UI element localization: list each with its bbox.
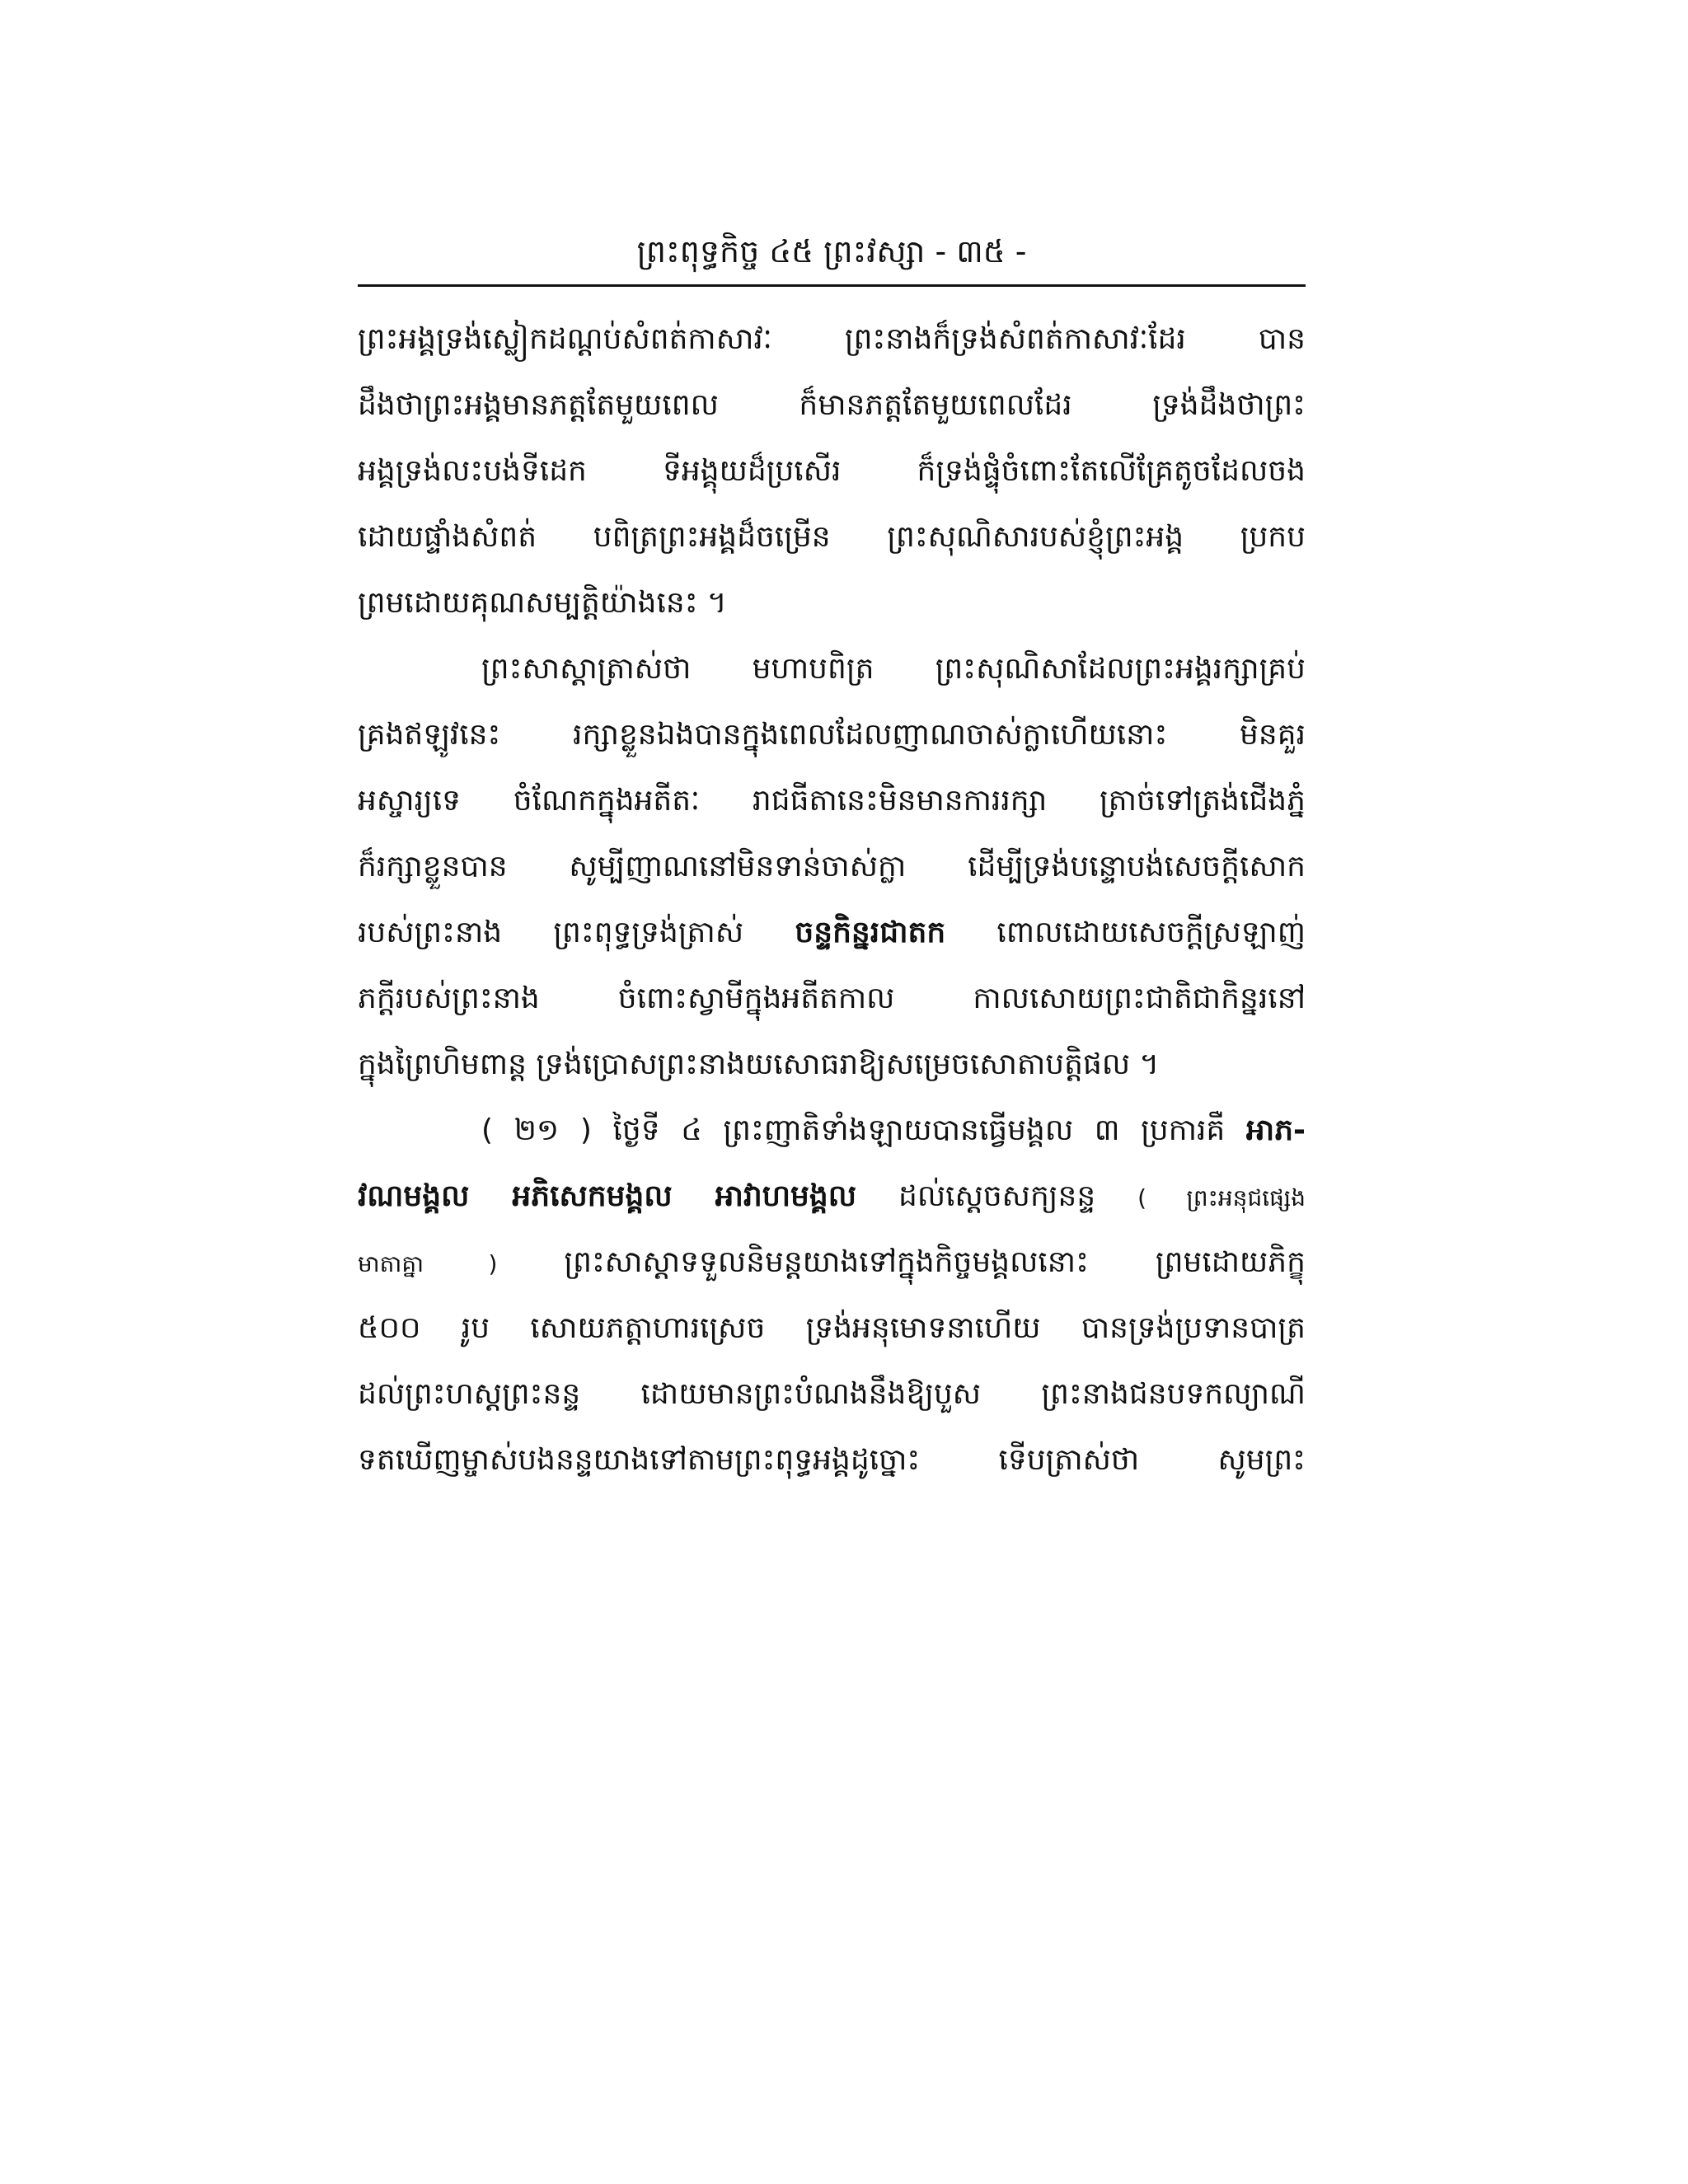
bold-term: អាភ-: [1245, 1113, 1306, 1147]
text-line: [358, 1164, 1306, 1230]
text-line: ព្រះអង្គទ្រង់ស្លៀកដណ្តប់សំពត់កាសាវៈ ព្រះនាងក៏ទ្រង់សំពត់កាសាវៈដែរ បាន: [358, 322, 1306, 356]
text-line: [358, 900, 1306, 966]
text-line: ៥០០ រូប សោយភត្តាហារស្រេច ទ្រង់អនុមោទនាហើយ បានទ្រង់ប្រទានបាត្រ: [358, 1311, 1306, 1345]
text-segment: ដល់ស្តេចសក្យនន្ទ: [856, 1179, 1138, 1213]
text-line: ព្រមដោយគុណសម្បត្តិយ៉ាងនេះ ។: [358, 586, 727, 620]
text-segment: ព្រះសាស្តាទទួលនិមន្តយាងទៅក្នុងកិច្ចមង្គលនោះ ព្រមដោយភិក្ខុ: [497, 1245, 1306, 1279]
text-line: គ្រងឥឡូវនេះ រក្សាខ្លួនឯងបានក្នុងពេលដែលញាណចាស់ក្លាហើយនោះ មិនគួរ: [358, 718, 1306, 752]
text-line: [358, 1230, 1306, 1296]
jataka-title: ចន្ទកិន្នរជាតក: [795, 916, 946, 949]
text-line: អស្ចារ្យទេ ចំណែកក្នុងអតីតៈ រាជធីតានេះមិនមានការរក្សា ត្រាច់ទៅត្រង់ជើងភ្នំ: [358, 784, 1306, 818]
text-line: ដឹងថាព្រះអង្គមានភត្តតែមួយពេល ក៏មានភត្តតែមួយពេលដែរ ទ្រង់ដឹងថាព្រះ: [358, 388, 1306, 422]
text-line: ក្នុងព្រៃហិមពាន្ត ទ្រង់ប្រោសព្រះនាងយសោធរាឱ្យសម្រេចសោតាបត្តិផល ។: [358, 1047, 1160, 1081]
text-line: អង្គទ្រង់លះបង់ទីដេក ទីអង្គុយដ៏ប្រសើរ ក៏ទ្រង់ផ្ទុំចំពោះតែលើគ្រែតូចដែលចង: [358, 454, 1306, 488]
text-line: ក៏រក្សាខ្លួនបាន សូម្បីញាណនៅមិនទាន់ចាស់ក្លា ដើម្បីទ្រង់បន្ទោបង់សេចក្តីសោក: [358, 850, 1306, 883]
header-rule: [358, 284, 1306, 287]
text-segment: របស់ព្រះនាង ព្រះពុទ្ធទ្រង់ត្រាស់: [358, 916, 795, 949]
running-header: ព្រះពុទ្ធកិច្ច ៤៥ ព្រះវស្សា - ៣៥ -: [636, 233, 1027, 269]
text-segment: ( ២១ ) ថ្ងៃទី ៤ ព្រះញាតិទាំងឡាយបានធ្វើមង្គល ៣ ប្រការគឺ: [481, 1113, 1246, 1147]
body-text: [358, 307, 1306, 1493]
bold-term: វណមង្គល អភិសេកមង្គល អាវាហមង្គល: [358, 1179, 857, 1213]
text-line: ព្រះសាស្តាត្រាស់ថា មហាបពិត្រ ព្រះសុណិសាដែលព្រះអង្គរក្សាគ្រប់: [481, 652, 1306, 686]
text-segment: ពោលដោយសេចក្តីស្រឡាញ់: [945, 916, 1306, 949]
parenthetical-note: ( ព្រះអនុជផ្សេង: [1137, 1184, 1306, 1212]
text-line: ទតឃើញម្ចាស់បងនន្ទយាងទៅតាមព្រះពុទ្ធអង្គដូច្នោះ ទើបត្រាស់ថា សូមព្រះ: [358, 1443, 1306, 1477]
parenthetical-note: មាតាគ្នា ): [358, 1250, 498, 1277]
text-line: [358, 1098, 1306, 1164]
text-line: ភក្តីរបស់ព្រះនាង ចំពោះស្វាមីក្នុងអតីតកាល កាលសោយព្រះជាតិជាកិន្នរនៅ: [358, 982, 1306, 1015]
text-line: ដល់ព្រះហស្តព្រះនន្ទ ដោយមានព្រះបំណងនឹងឱ្យបួស ព្រះនាងជនបទកល្យាណី: [358, 1377, 1306, 1411]
text-line: ដោយផ្ទាំងសំពត់ បពិត្រព្រះអង្គដ៏ចម្រើន ព្រះសុណិសារបស់ខ្ញុំព្រះអង្គ ប្រកប: [358, 520, 1306, 554]
